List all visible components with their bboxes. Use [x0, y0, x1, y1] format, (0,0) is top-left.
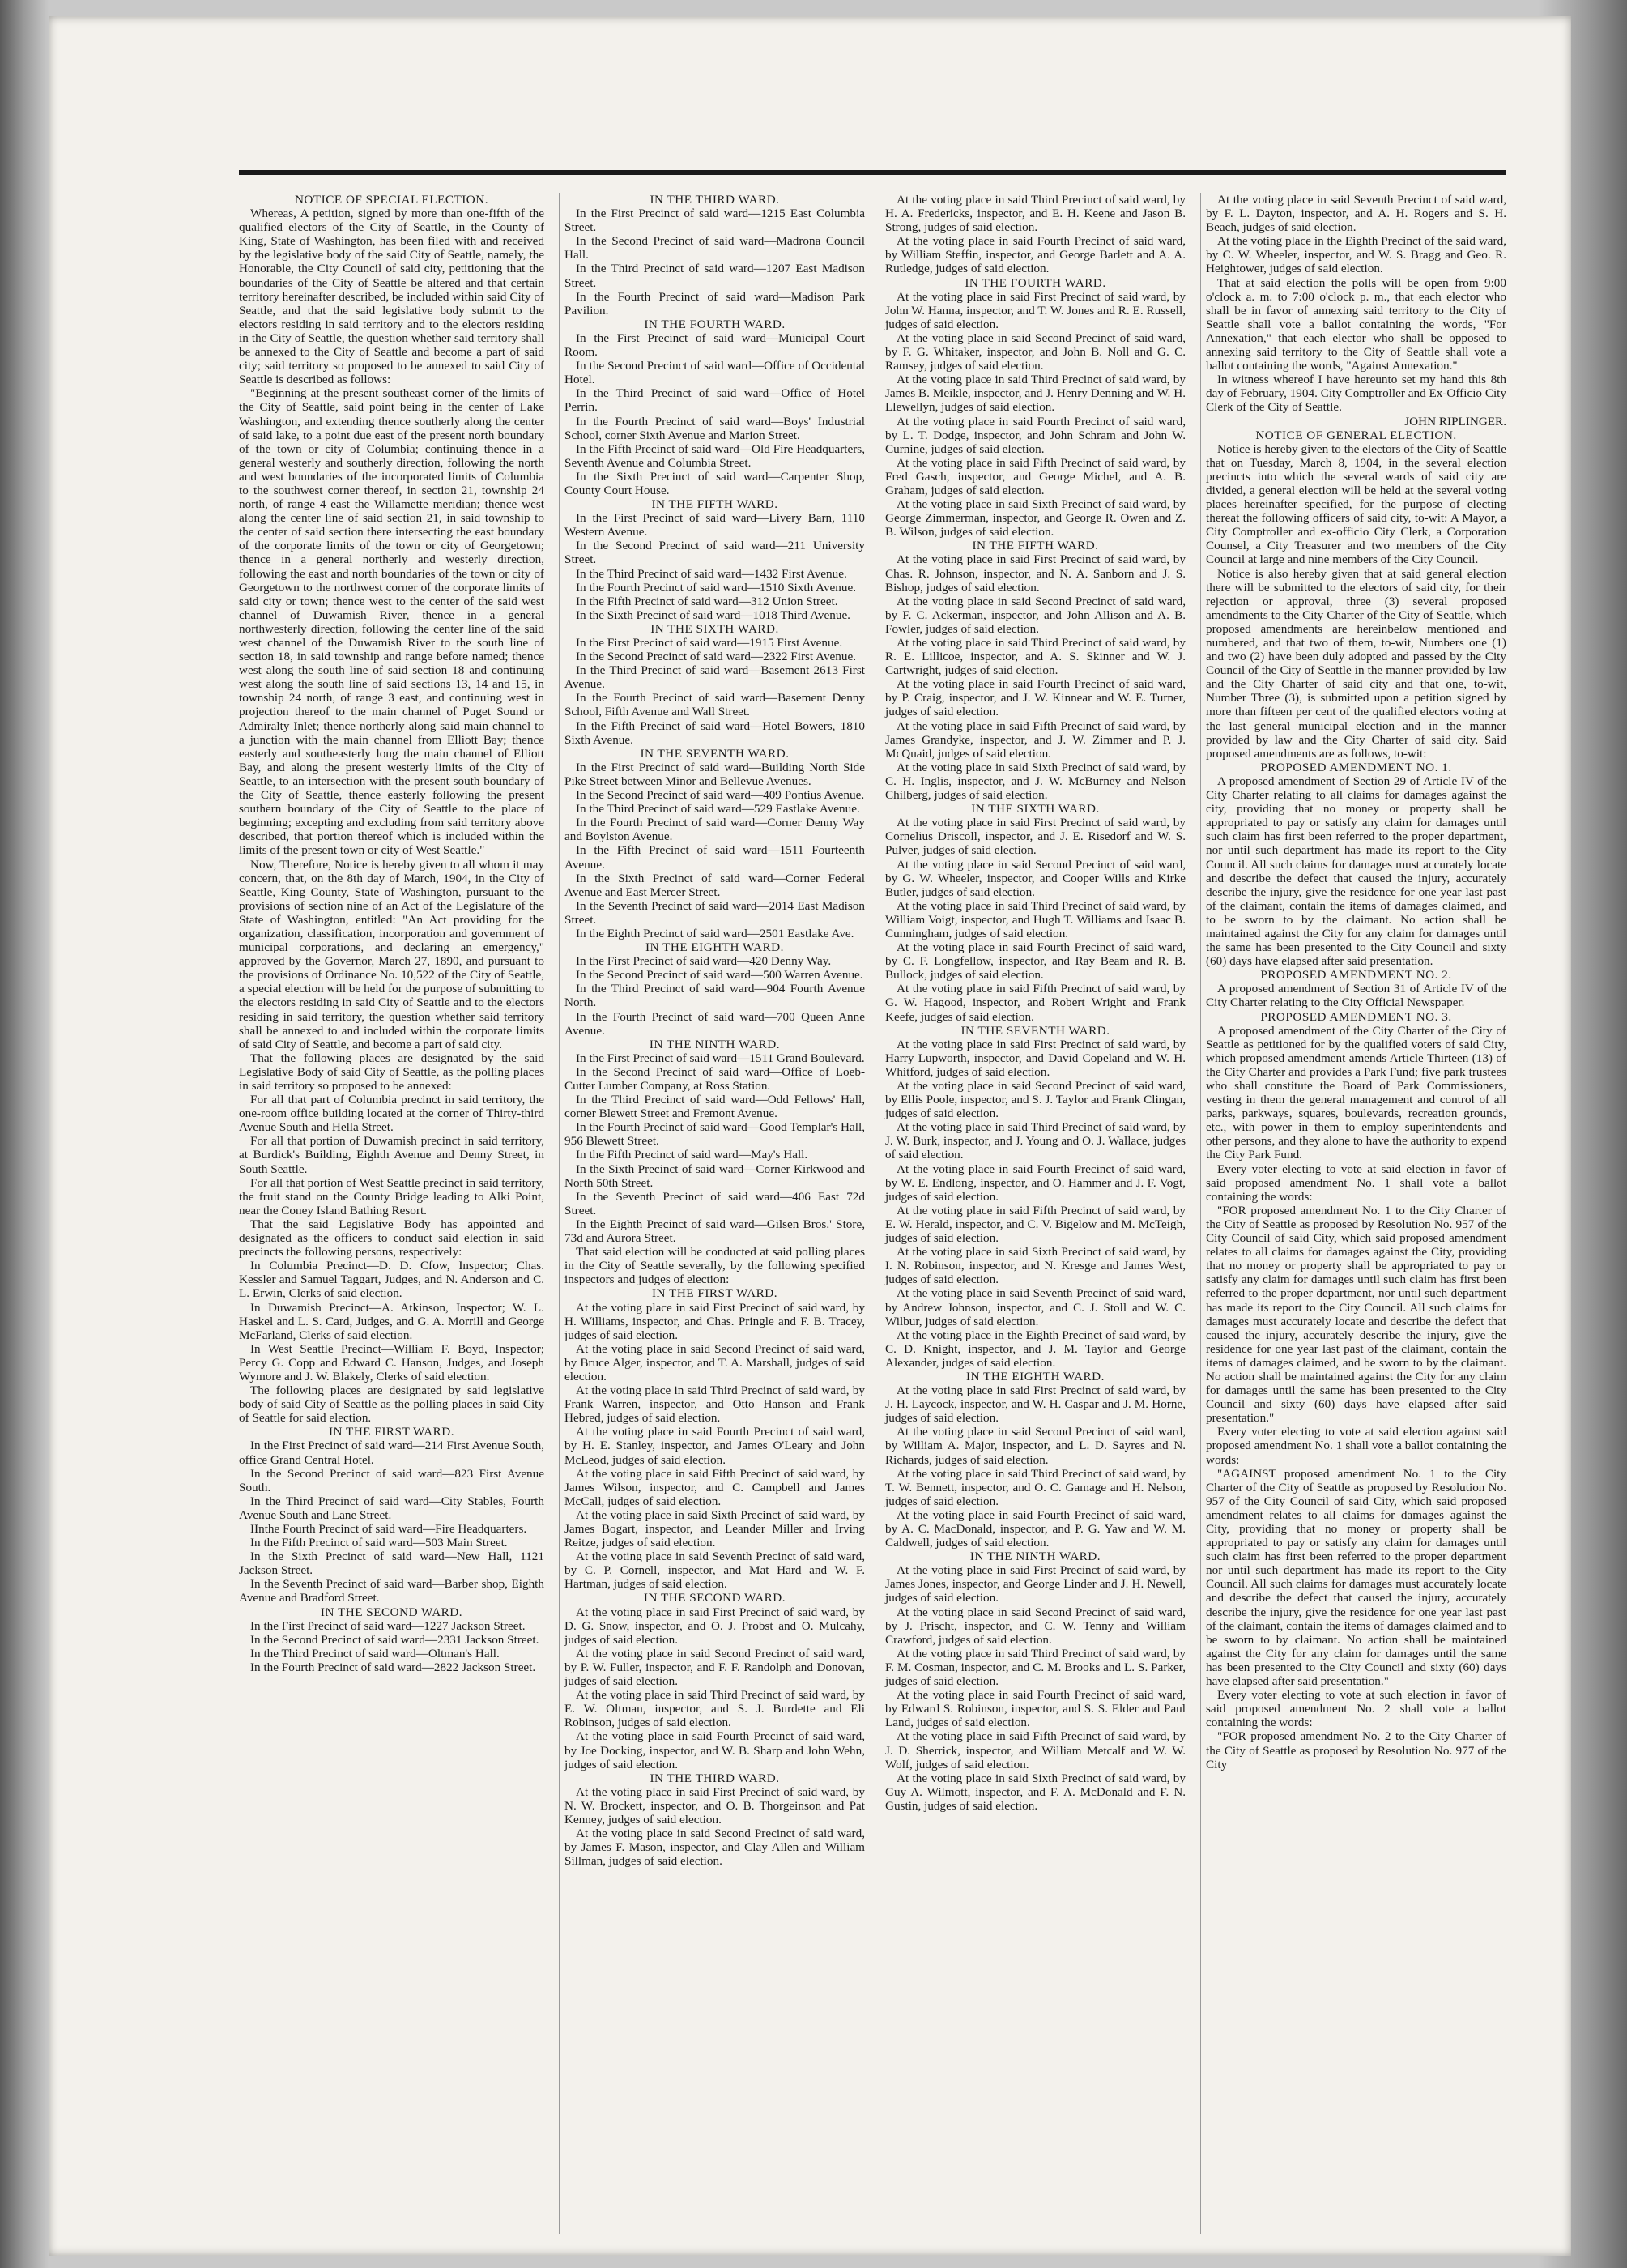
paragraph: At the voting place in said Sixth Precinct of said ward, by Guy A. Wilmott, inspector, and F. A. McDonald and F. N. Gustin, judges of said election.	[885, 1771, 1186, 1813]
paragraph: IInthe Fourth Precinct of said ward—Fire Headquarters.	[250, 1522, 527, 1536]
paragraph: In the First Precinct of said ward—Municipal Court Room.	[564, 330, 865, 360]
section-heading: IN THE THIRD WARD.	[650, 1771, 780, 1785]
section-heading: PROPOSED AMENDMENT NO. 1.	[1260, 760, 1452, 774]
section-heading: IN THE NINTH WARD.	[649, 1037, 781, 1051]
paragraph: "Beginning at the present southeast corner of the limits of the City of Seattle, said point being in the center of Lake Washington, and extending thence southerly along the center of said lake, to a point due east of the present north boundary of the town or city of Columbia; continuing thence in a general westerly and southerly direction, following the north and west boundaries of the incorporated limits of Columbia to the southwest corner thereof, in section 21, township 24 north, of range 4 east the Willamette meridian; thence west along the center line of said section 21, in said township to the center of said section there intersecting the east boundary of the corporate limits of the town or city of Georgetown; thence in a general northerly and westerly direction, following the east and north boundaries of the town or city of Georgetown to the northwest corner of the corporate limits of said city or town; thence west to the center of the said west channel of Duwamish River, thence in a general northwesterly direction, following the center line of the said west channel of the Duwamish River to the south line of section 18, in said township and range before named; thence west along the south line of said section 18 and continuing west along the south line of said sections 13, 14 and 15, in township 24 north, of range 3 east, and continuing west in projection thereof to the main channel of Puget Sound or Admiralty Inlet; thence northerly along said main channel to a junction with the main channel from Elliott Bay; thence easterly and southeasterly long the main channel of Elliott Bay, and along the present westerly limits of the City of Seattle, to an intersection with the present south boundary of the City of Seattle, thence easterly following the present southern boundary of the City of Seattle to the place of beginning; excepting and excluding from said territory above described, that portion thereof which is included within the limits of the present town or city of West Seattle."	[239, 386, 544, 858]
paragraph: In the Third Precinct of said ward—City Stables, Fourth Avenue South and Lane Street.	[239, 1494, 544, 1522]
paragraph: In the Second Precinct of said ward—Office of Occidental Hotel.	[564, 359, 865, 387]
paragraph: At the voting place in said Sixth Precinct of said ward, by George Zimmerman, inspector, and George R. Owen and Z. B. Wilson, judges of said election.	[885, 497, 1186, 539]
paragraph: At the voting place in said Third Precinct of said ward, by H. A. Fredericks, inspector, and E. H. Keene and Jason B. Strong, judges of said election.	[885, 193, 1186, 235]
paragraph: At the voting place in said Fifth Precinct of said ward, by E. W. Herald, inspector, and C. V. Bigelow and M. McTeigh, judges of said election.	[885, 1203, 1186, 1246]
paragraph: In Duwamish Precinct—A. Atkinson, Inspector; W. L. Haskel and L. S. Card, Judges, and G. A. Morrill and George McFarland, Clerks of said election.	[239, 1300, 544, 1342]
paragraph: In the Fourth Precinct of said ward—Madison Park Pavilion.	[564, 289, 865, 318]
section-heading: NOTICE OF GENERAL ELECTION.	[1255, 428, 1457, 442]
paragraph: In the Second Precinct of said ward—Madrona Council Hall.	[564, 234, 865, 262]
paragraph: In the Sixth Precinct of said ward—New Hall, 1121 Jackson Street.	[239, 1550, 544, 1578]
paragraph: In the Fourth Precinct of said ward—2822 Jackson Street.	[250, 1660, 536, 1674]
paragraph: In Columbia Precinct—D. D. Cfow, Inspector; Chas. Kessler and Samuel Taggart, Judges, and N. Anderson and C. L. Erwin, Clerks of said election.	[239, 1259, 544, 1301]
paragraph: At the voting place in said Fifth Precinct of said ward, by G. W. Hagood, inspector, and Robert Wright and Frank Keefe, judges of said election.	[885, 982, 1186, 1024]
paragraph: At the voting place in said Fourth Precinct of said ward, by C. F. Longfellow, inspector, and Ray Beam and R. B. Bullock, judges of said election.	[885, 940, 1186, 983]
paragraph: In the Sixth Precinct of said ward—Corner Federal Avenue and East Mercer Street.	[564, 871, 865, 899]
paragraph: In the Sixth Precinct of said ward—Carpenter Shop, County Court House.	[564, 469, 865, 497]
paragraph: At the voting place in said Second Precinct of said ward, by William A. Major, inspector, and L. D. Sayres and N. Richards, judges of said election.	[885, 1425, 1186, 1467]
paragraph: In the Fourth Precinct of said ward—Corner Denny Way and Boylston Avenue.	[564, 816, 865, 844]
paragraph: At the voting place in said Third Precinct of said ward, by William Voigt, inspector, and Hugh T. Williams and Isaac B. Cunningham, judges of said election.	[885, 898, 1186, 940]
paragraph: A proposed amendment of the City Charter of the City of Seattle as petitioned for by the qualified voters of said City, which proposed amendment amends Article Thirteen (13) of the City Charter and provides a Park Fund; five park trustees who shall constitute the Board of Park Commissioners, vesting in them the general management and control of all parks, parkways, squares, boulevards, recreation grounds, etc., with power in them to employ superintendents and other persons, and they alone to have the authority to expend the City Park Fund.	[1206, 1023, 1506, 1162]
paragraph: At the voting place in said Fourth Precinct of said ward, by Edward S. Robinson, inspector, and S. S. Elder and Paul Land, judges of said election.	[885, 1688, 1186, 1730]
paragraph: In the Third Precinct of said ward—Basement 2613 First Avenue.	[564, 663, 865, 692]
column-2	[559, 193, 865, 2234]
paragraph: At the voting place in said Fourth Precinct of said ward, by L. T. Dodge, inspector, and John Schram and John W. Curnine, judges of said election.	[885, 414, 1186, 456]
paragraph: In the Second Precinct of said ward—Office of Loeb-Cutter Lumber Company, at Ross Station.	[564, 1064, 865, 1093]
paragraph: In the Fourth Precinct of said ward—Basement Denny School, Fifth Avenue and Wall Street.	[564, 691, 865, 719]
paragraph: At the voting place in said Third Precinct of said ward, by R. E. Lillicoe, inspector, and A. S. Skinner and W. J. Cartwright, judges of said election.	[885, 636, 1186, 678]
paragraph: In the Second Precinct of said ward—823 First Avenue South.	[239, 1466, 544, 1494]
paragraph: At the voting place in said Second Precinct of said ward, by F. C. Ackerman, inspector, and John Allison and A. B. Fowler, judges of said election.	[885, 594, 1186, 636]
paragraph: In West Seattle Precinct—William F. Boyd, Inspector; Percy G. Copp and Edward C. Hanson, Judges, and Joseph Wymore and J. W. Blakely, Clerks of said election.	[239, 1341, 544, 1383]
paragraph: "FOR proposed amendment No. 2 to the City Charter of the City of Seattle as proposed by Resolution No. 977 of the City	[1206, 1729, 1506, 1771]
paragraph: In the First Precinct of said ward—Building North Side Pike Street between Minor and Bellevue Avenues.	[564, 760, 865, 788]
paragraph: At the voting place in said Third Precinct of said ward, by James B. Meikle, inspector, and J. Henry Denning and W. H. Llewellyn, judges of said election.	[885, 373, 1186, 415]
paragraph: Every voter electing to vote at said election against said proposed amendment No. 1 shall vote a ballot containing the words:	[1206, 1425, 1506, 1467]
section-heading: IN THE EIGHTH WARD.	[645, 940, 784, 955]
paragraph: In the Sixth Precinct of said ward—1018 Third Avenue.	[576, 608, 850, 622]
paragraph: In the Eighth Precinct of said ward—Gilsen Bros.' Store, 73d and Aurora Street.	[564, 1217, 865, 1246]
paragraph: In the First Precinct of said ward—1915 First Avenue.	[576, 636, 843, 650]
paragraph: In the First Precinct of said ward—1227 Jackson Street.	[250, 1618, 526, 1633]
section-heading: IN THE SEVENTH WARD.	[640, 746, 790, 761]
paragraph: At the voting place in said Sixth Precinct of said ward, by James Bogart, inspector, and Leander Miller and Irving Reitze, judges of said election.	[564, 1507, 865, 1550]
paragraph: In the Fourth Precinct of said ward—1510 Sixth Avenue.	[576, 580, 857, 595]
paragraph: In the First Precinct of said ward—420 Denny Way.	[576, 954, 832, 969]
section-heading: PROPOSED AMENDMENT NO. 3.	[1260, 1009, 1452, 1024]
paragraph: That said election will be conducted at said polling places in the City of Seattle severally, by the following specified inspectors and judges of election:	[564, 1245, 865, 1287]
paragraph: In the Second Precinct of said ward—211 University Street.	[564, 539, 865, 567]
paragraph: Notice is hereby given to the electors of the City of Seattle that on Tuesday, March 8, 1904, in the several election precincts into which the several wards of said city are divided, a general election will be held at the several voting places hereinafter specified, for the purpose of electing thereat the following officers of said city, to-wit: A Mayor, a City Comptroller and ex-officio City Clerk, a Corporation Counsel, a City Treasurer and two members of the City Council at large and nine members of the City Council.	[1206, 441, 1506, 567]
paragraph: At the voting place in said Fourth Precinct of said ward, by William Steffin, inspector, and George Barlett and A. A. Rutledge, judges of said election.	[885, 234, 1186, 276]
paragraph: At the voting place in said Seventh Precinct of said ward, by F. L. Dayton, inspector, and A. H. Rogers and S. H. Beach, judges of said election.	[1206, 193, 1506, 235]
paragraph: At the voting place in said Fifth Precinct of said ward, by James Grandyke, inspector, and J. W. Zimmer and P. J. McQuaid, judges of said election.	[885, 718, 1186, 761]
paragraph: In the First Precinct of said ward—1511 Grand Boulevard.	[576, 1051, 865, 1065]
paragraph: At the voting place in said Fourth Precinct of said ward, by Joe Docking, inspector, and W. B. Sharp and John Wehn, judges of said election.	[564, 1729, 865, 1771]
paragraph: At the voting place in said Seventh Precinct of said ward, by Andrew Johnson, inspector, and C. J. Stoll and W. C. Wilbur, judges of said election.	[885, 1286, 1186, 1328]
column-1	[239, 193, 544, 2234]
paragraph: At the voting place in said Third Precinct of said ward, by F. M. Cosman, inspector, and C. M. Brooks and L. S. Parker, judges of said election.	[885, 1646, 1186, 1689]
paragraph: In the Second Precinct of said ward—2322 First Avenue.	[576, 650, 857, 664]
page-body	[239, 170, 1506, 2244]
paragraph: A proposed amendment of Section 29 of Article IV of the City Charter relating to all claims for damages against the city, providing that no money or property shall be appropriated to pay or satisfy any claim for damages until such claim has first been referred to the proper department, nor until such department has made its report to the City Council. All such claims for damages must accurately locate and describe the defect that caused the injury, accurately describe the injury, give the residence for one year last past of the claimant, contain the items of damages claimed, and to be sworn to by the claimant. No action shall be maintained against the City for any claim for damages until the same has been presented to the City Council and sixty (60) days have elapsed after said presentation.	[1206, 774, 1506, 969]
paragraph: At the voting place in said First Precinct of said ward, by John W. Hanna, inspector, and T. W. Jones and R. E. Russell, judges of said election.	[885, 289, 1186, 331]
paragraph: Notice is also hereby given that at said general election there will be submitted to the electors of said city, for their rejection or approval, three (3) several proposed amendments to the City Charter of the City of Seattle, which proposed amendments are hereinbelow mentioned and numbered, and that two of them, to-wit, Numbers one (1) and two (2) have been duly adopted and passed by the City Council of the City of Seattle in the manner provided by law and the City Charter of said city and that one, to-wit, Number Three (3), is submitted upon a petition signed by more than fifteen per cent of the qualified electors voting at the last general municipal election and in the manner provided by law and the City Charter of said city. Said proposed amendments are as follows, to-wit:	[1206, 566, 1506, 761]
section-heading: NOTICE OF SPECIAL ELECTION.	[294, 193, 489, 207]
paragraph: At the voting place in said Second Precinct of said ward, by F. G. Whitaker, inspector, and John B. Noll and G. C. Ramsey, judges of said election.	[885, 330, 1186, 373]
paragraph: In the Seventh Precinct of said ward—Barber shop, Eighth Avenue and Bradford Street.	[239, 1577, 544, 1605]
columns	[239, 193, 1506, 2234]
paragraph: In the Seventh Precinct of said ward—2014 East Madison Street.	[564, 898, 865, 927]
paragraph: In witness whereof I have hereunto set my hand this 8th day of February, 1904. City Comptroller and Ex-Officio City Clerk of the City of Seattle.	[1206, 373, 1506, 415]
paragraph: In the Second Precinct of said ward—500 Warren Avenue.	[576, 968, 863, 983]
paragraph: At the voting place in said Second Precinct of said ward, by J. Prischt, inspector, and C. W. Tenny and William Crawford, judges of said election.	[885, 1605, 1186, 1647]
paragraph: That the said Legislative Body has appointed and designated as the officers to conduct said election in said precincts the following persons, respectively:	[239, 1217, 544, 1260]
paragraph: In the Sixth Precinct of said ward—Corner Kirkwood and North 50th Street.	[564, 1162, 865, 1190]
paragraph: At the voting place in said Third Precinct of said ward, by J. W. Burk, inspector, and J. Young and O. J. Wallace, judges of said election.	[885, 1120, 1186, 1162]
paragraph: In the Seventh Precinct of said ward—406 East 72d Street.	[564, 1189, 865, 1217]
paragraph: In the Fourth Precinct of said ward—Boys' Industrial School, corner Sixth Avenue and Marion Street.	[564, 414, 865, 442]
paragraph: At the voting place in said Second Precinct of said ward, by Ellis Poole, inspector, and S. J. Taylor and Frank Clingan, judges of said election.	[885, 1079, 1186, 1121]
column-3	[880, 193, 1186, 2234]
paragraph: In the First Precinct of said ward—1215 East Columbia Street.	[564, 207, 865, 235]
section-heading: IN THE FIRST WARD.	[329, 1425, 454, 1439]
section-heading: IN THE FOURTH WARD.	[644, 317, 786, 331]
paragraph: In the Third Precinct of said ward—Office of Hotel Perrin.	[564, 386, 865, 415]
paragraph: That the following places are designated by the said Legislative Body of said City of Seattle, as the polling places in said territory so proposed to be annexed:	[239, 1051, 544, 1093]
newspaper-page	[49, 16, 1571, 2256]
paragraph: In the Fourth Precinct of said ward—Good Templar's Hall, 956 Blewett Street.	[564, 1120, 865, 1149]
paragraph: Now, Therefore, Notice is hereby given to all whom it may concern, that, on the 8th day of March, 1904, in the City of Seattle, King County, State of Washington, pursuant to the provisions of section nine of an Act of the Legislature of the State of Washington, entitled: "An Act providing for the organization, classification, incorporation and government of municipal corporations, and declaring an emergency," approved by the Governor, March 27, 1890, and pursuant to the provisions of Ordinance No. 10,522 of the City of Seattle, a special election will be held for the purpose of submitting to the electors residing in said City of Seattle and to the electors residing in said territory, the question whether said territory shall be annexed to and included within the corporate limits of said City of Seattle, and become a part of said city.	[239, 857, 544, 1051]
paragraph: At the voting place in said Seventh Precinct of said ward, by C. P. Cornell, inspector, and Mat Hard and W. F. Hartman, judges of said election.	[564, 1550, 865, 1592]
paragraph: At the voting place in said Second Precinct of said ward, by James F. Mason, inspector, and Clay Allen and William Sillman, judges of said election.	[564, 1827, 865, 1869]
paragraph: At the voting place in said First Precinct of said ward, by J. H. Laycock, inspector, and W. H. Caspar and J. M. Horne, judges of said election.	[885, 1383, 1186, 1426]
paragraph: In the Second Precinct of said ward—409 Pontius Avenue.	[576, 788, 865, 803]
paragraph: At the voting place in said Sixth Precinct of said ward, by C. H. Inglis, inspector, and J. W. McBurney and Nelson Chilberg, judges of said election.	[885, 760, 1186, 803]
paragraph: At the voting place in said Third Precinct of said ward, by E. W. Oltman, inspector, and S. J. Burdette and Eli Robinson, judges of said election.	[564, 1688, 865, 1730]
paragraph: In the Third Precinct of said ward—904 Fourth Avenue North.	[564, 982, 865, 1010]
paragraph: In the Third Precinct of said ward—Oltman's Hall.	[250, 1646, 500, 1660]
section-heading: IN THE SEVENTH WARD.	[960, 1023, 1110, 1038]
paragraph: In the Fifth Precinct of said ward—312 Union Street.	[576, 594, 838, 608]
paragraph: A proposed amendment of Section 31 of Article IV of the City Charter relating to the City Official Newspaper.	[1206, 982, 1506, 1010]
paragraph: At the voting place in said First Precinct of said ward, by Cornelius Driscoll, inspector, and J. E. Risedorf and W. S. Pulver, judges of said election.	[885, 816, 1186, 858]
paragraph: Every voter electing to vote at said election in favor of said proposed amendment No. 1 shall vote a ballot containing the words:	[1206, 1162, 1506, 1204]
paragraph: In the Eighth Precinct of said ward—2501 Eastlake Ave.	[576, 926, 854, 940]
paragraph: At the voting place in said Fourth Precinct of said ward, by A. C. MacDonald, inspector, and P. G. Yaw and W. M. Caldwell, judges of said election.	[885, 1507, 1186, 1550]
paragraph: At the voting place in said Third Precinct of said ward, by T. W. Bennett, inspector, and O. C. Gamage and H. Nelson, judges of said election.	[885, 1466, 1186, 1508]
paragraph: For all that portion of Duwamish precinct in said territory, at Burdick's Building, Eighth Avenue and Denny Street, in South Seattle.	[239, 1134, 544, 1176]
top-rule	[239, 170, 1506, 175]
paragraph: At the voting place in said First Precinct of said ward, by N. W. Brockett, inspector, and O. B. Thorgeinson and Pat Kenney, judges of said election.	[564, 1784, 865, 1827]
paragraph: At the voting place in said First Precinct of said ward, by James Jones, inspector, and George Linder and J. H. Newell, judges of said election.	[885, 1563, 1186, 1605]
paragraph: At the voting place in the Eighth Precinct of said ward, by C. D. Knight, inspector, and J. M. Taylor and George Alexander, judges of said election.	[885, 1328, 1186, 1370]
paragraph: That at said election the polls will be open from 9:00 o'clock a. m. to 7:00 o'clock p. m., that each elector who shall be in favor of annexing said territory to the City of Seattle shall vote a ballot containing the words, "For Annexation," that each elector who shall be opposed to annexing said territory to the City of Seattle shall vote a ballot containing the words, "Against Annexation."	[1206, 275, 1506, 373]
paragraph: In the Third Precinct of said ward—1207 East Madison Street.	[564, 262, 865, 290]
paragraph: At the voting place in said Fourth Precinct of said ward, by W. E. Endlong, inspector, and O. Hammer and J. F. Vogt, judges of said election.	[885, 1162, 1186, 1204]
paragraph: Every voter electing to vote at such election in favor of said proposed amendment No. 2 shall vote a ballot containing the words:	[1206, 1688, 1506, 1730]
section-heading: IN THE THIRD WARD.	[650, 193, 780, 207]
section-heading: IN THE SIXTH WARD.	[650, 621, 779, 636]
paragraph: At the voting place in said Third Precinct of said ward, by Frank Warren, inspector, and Otto Hanson and Frank Hebred, judges of said election.	[564, 1383, 865, 1426]
section-heading: IN THE NINTH WARD.	[969, 1550, 1101, 1564]
paragraph: In the Second Precinct of said ward—2331 Jackson Street.	[250, 1632, 539, 1647]
paragraph: The following places are designated by said legislative body of said City of Seattle as the polling places in said City of Seattle for said election.	[239, 1383, 544, 1426]
section-heading: IN THE FIFTH WARD.	[972, 539, 1099, 553]
section-heading: PROPOSED AMENDMENT NO. 2.	[1260, 968, 1452, 983]
signature: JOHN RIPLINGER.	[1404, 414, 1506, 428]
paragraph: In the Fifth Precinct of said ward—1511 Fourteenth Avenue.	[564, 843, 865, 872]
paragraph: In the Fifth Precinct of said ward—Hotel Bowers, 1810 Sixth Avenue.	[564, 718, 865, 747]
section-heading: IN THE FIFTH WARD.	[651, 497, 778, 512]
paragraph: In the Fifth Precinct of said ward—Old Fire Headquarters, Seventh Avenue and Columbia Street.	[564, 441, 865, 470]
section-heading: IN THE EIGHTH WARD.	[966, 1369, 1105, 1383]
paragraph: In the Fifth Precinct of said ward—May's Hall.	[576, 1148, 808, 1162]
paragraph: At the voting place in said First Precinct of said ward, by Harry Lupworth, inspector, and David Copeland and W. H. Whitford, judges of said election.	[885, 1037, 1186, 1079]
paragraph: "FOR proposed amendment No. 1 to the City Charter of the City of Seattle as proposed by Resolution No. 957 of the City Council of said City, which said proposed amendment relates to all claims for damages against the City, providing that no money or property shall be appropriated to pay or satisfy any claim for damages until such claim has first been referred to the proper department, nor until such department has made its report to the City Council. All such claims for damages must accurately locate and describe the defect that caused the injury, accurately describe the injury, give the residence for one year last past of the claimant, contain the items of damages claimed, and be sworn to by the claimant. No action shall be maintained against the City for any claim for damages until the same has been presented to the City Council and sixty (60) days have elapsed after said presentation."	[1206, 1203, 1506, 1426]
paragraph: For all that part of Columbia precinct in said territory, the one-room office building located at the corner of Thirty-third Avenue South and Hella Street.	[239, 1093, 544, 1135]
paragraph: Whereas, A petition, signed by more than one-fifth of the qualified electors of the City of Seattle, in the County of King, State of Washington, has been filed with and received by the legislative body of the said City of Seattle, namely, the Honorable, the City Council of said city, petitioning that the boundaries of the City of Seattle be altered and that certain territory hereinafter described, be included within said City of Seattle, and that the said legislative body submit to the electors residing in said territory and to the electors residing in the City of Seattle, the question whether said territory shall be annexed to the City of Seattle and become a part of said city; said territory so proposed to be annexed to said City of Seattle is described as follows:	[239, 207, 544, 387]
paragraph: For all that portion of West Seattle precinct in said territory, the fruit stand on the County Bridge leading to Alki Point, near the Coney Island Bathing Resort.	[239, 1175, 544, 1217]
paragraph: At the voting place in said Fifth Precinct of said ward, by Fred Gasch, inspector, and George Michel, and A. B. Graham, judges of said election.	[885, 455, 1186, 497]
paragraph: At the voting place in said Fifth Precinct of said ward, by James Wilson, inspector, and C. Campbell and James McCall, judges of said election.	[564, 1466, 865, 1508]
section-heading: IN THE SIXTH WARD.	[971, 802, 1100, 816]
paragraph: In the First Precinct of said ward—Livery Barn, 1110 Western Avenue.	[564, 511, 865, 539]
paragraph: At the voting place in said First Precinct of said ward, by D. G. Snow, inspector, and O. J. Probst and O. Mulcahy, judges of said election.	[564, 1605, 865, 1647]
paragraph: At the voting place in said Fifth Precinct of said ward, by J. D. Sherrick, inspector, and William Metcalf and W. W. Wolf, judges of said election.	[885, 1729, 1186, 1771]
paragraph: At the voting place in said Fourth Precinct of said ward, by P. Craig, inspector, and J. W. Kinnear and W. E. Turner, judges of said election.	[885, 677, 1186, 719]
paragraph: At the voting place in the Eighth Precinct of the said ward, by C. W. Wheeler, inspector, and W. S. Bragg and Geo. R. Heightower, judges of said election.	[1206, 234, 1506, 276]
section-heading: IN THE SECOND WARD.	[643, 1591, 786, 1605]
paragraph: "AGAINST proposed amendment No. 1 to the City Charter of the City of Seattle as proposed by Resolution No. 957 of the City Council of said City, which said proposed amendment relates to all claims for damages against the City, providing that no money or property shall be appropriated to pay or satisfy any claim for damages until such claim has first been referred to the proper department nor until such department has made its report to the City Council. All such claims for damages must accurately locate and describe the defect that caused the injury, accurately describe the injury, give the residence for one year last past of the claimant, contain the items of damages claimed and to be sworn to by claimant. No action shall be maintained against the City for any claim for damages until the same has been presented to the City Council and sixty (60) days have elapsed after said presentation."	[1206, 1466, 1506, 1689]
paragraph: In the First Precinct of said ward—214 First Avenue South, office Grand Central Hotel.	[239, 1439, 544, 1467]
column-4	[1200, 193, 1506, 2234]
section-heading: IN THE FIRST WARD.	[652, 1286, 777, 1301]
paragraph: At the voting place in said Second Precinct of said ward, by P. W. Fuller, inspector, and F. F. Randolph and Donovan, judges of said election.	[564, 1646, 865, 1689]
paragraph: In the Fourth Precinct of said ward—700 Queen Anne Avenue.	[564, 1009, 865, 1038]
paragraph: In the Fifth Precinct of said ward—503 Main Street.	[250, 1536, 508, 1550]
paragraph: At the voting place in said Sixth Precinct of said ward, by I. N. Robinson, inspector, and N. Kresge and James West, judges of said election.	[885, 1245, 1186, 1287]
paragraph: At the voting place in said Second Precinct of said ward, by G. W. Wheeler, inspector, and Cooper Wills and Kirke Butler, judges of said election.	[885, 857, 1186, 899]
section-heading: IN THE SECOND WARD.	[320, 1605, 463, 1619]
paragraph: At the voting place in said Fourth Precinct of said ward, by H. E. Stanley, inspector, and James O'Leary and John McLeod, judges of said election.	[564, 1425, 865, 1467]
section-heading: IN THE FOURTH WARD.	[965, 275, 1106, 290]
paragraph: In the Third Precinct of said ward—529 Eastlake Avenue.	[576, 802, 860, 816]
paragraph: In the Third Precinct of said ward—1432 First Avenue.	[576, 566, 847, 581]
paragraph: At the voting place in said First Precinct of said ward, by H. Williams, inspector, and Chas. Pringle and F. B. Tracey, judges of said election.	[564, 1300, 865, 1342]
paragraph: At the voting place in said Second Precinct of said ward, by Bruce Alger, inspector, and T. A. Marshall, judges of said election.	[564, 1341, 865, 1383]
paragraph: At the voting place in said First Precinct of said ward, by Chas. R. Johnson, inspector, and N. A. Sanborn and J. S. Bishop, judges of said election.	[885, 552, 1186, 595]
paragraph: In the Third Precinct of said ward—Odd Fellows' Hall, corner Blewett Street and Fremont Avenue.	[564, 1093, 865, 1121]
